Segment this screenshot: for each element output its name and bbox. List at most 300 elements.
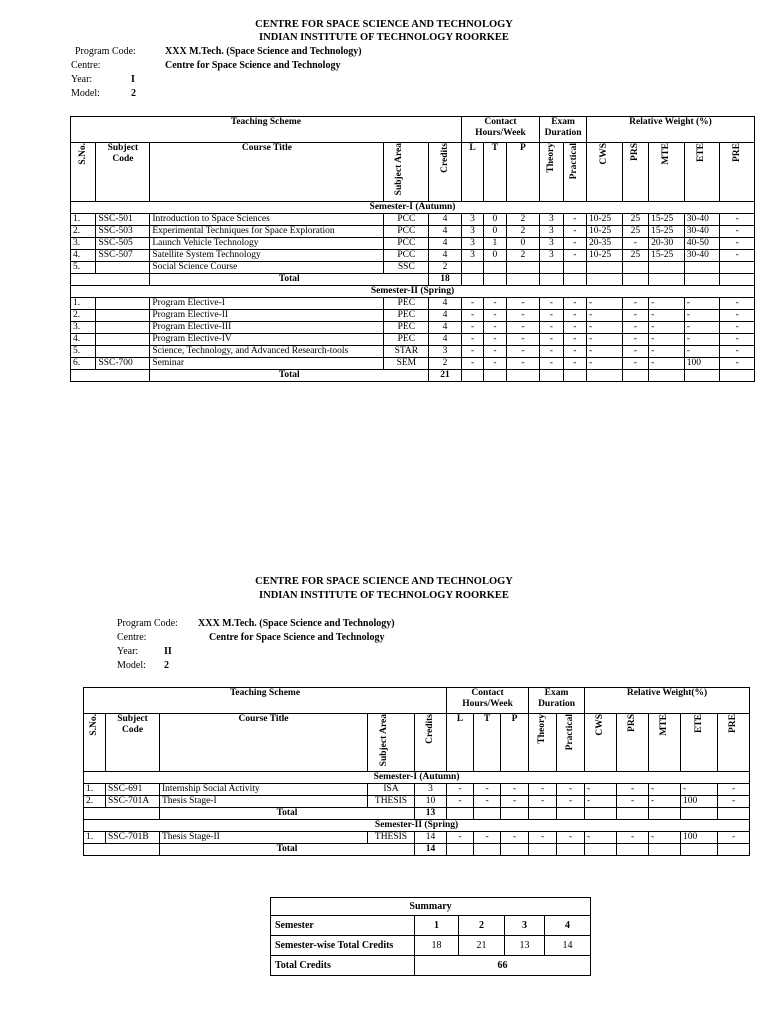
table-cell: -: [587, 298, 623, 310]
table-cell: -: [649, 322, 685, 334]
table-cell: -: [684, 334, 720, 346]
table-cell: SSC-691: [106, 784, 160, 796]
table-cell: Program Elective-IV: [150, 334, 384, 346]
table-cell: -: [718, 784, 750, 796]
table-cell: Program Elective-III: [150, 322, 384, 334]
table-cell: [96, 334, 150, 346]
empty-cell: [447, 808, 474, 820]
empty-cell: [622, 370, 648, 382]
table-cell: ISA: [368, 784, 415, 796]
page1-title-institute: INDIAN INSTITUTE OF TECHNOLOGY ROORKEE: [259, 32, 509, 43]
table-cell: Thesis Stage-II: [160, 832, 368, 844]
table-cell: SSC-701A: [106, 796, 160, 808]
table-cell: [506, 262, 540, 274]
table-cell: [461, 262, 483, 274]
empty-cell: [506, 370, 540, 382]
table-cell: Program Elective-I: [150, 298, 384, 310]
empty-cell: [501, 808, 529, 820]
summary-title: Summary: [271, 898, 591, 916]
model-value: 2: [131, 88, 136, 99]
table-cell: -: [540, 358, 563, 370]
table-cell: 15-25: [649, 214, 685, 226]
total-row: [71, 370, 755, 382]
table-cell: 3: [461, 226, 483, 238]
table-cell: [484, 262, 506, 274]
table-cell: Seminar: [150, 358, 384, 370]
table-cell: 30-40: [684, 226, 720, 238]
table-cell: 4.: [71, 334, 96, 346]
empty-cell: [461, 274, 483, 286]
table-cell: -: [617, 784, 649, 796]
empty-cell: [484, 274, 506, 286]
table-cell: 25: [622, 250, 648, 262]
centre-label: Centre:: [71, 60, 101, 71]
table-cell: -: [563, 238, 586, 250]
table-cell: 100: [684, 358, 720, 370]
pre-header-2: PRE: [718, 714, 750, 772]
table-cell: 3: [429, 346, 462, 358]
table-cell: PCC: [384, 250, 429, 262]
semester-row: [84, 772, 750, 784]
table-cell: -: [447, 796, 474, 808]
table-cell: -: [649, 310, 685, 322]
empty-cell: [649, 370, 685, 382]
table-cell: -: [461, 322, 483, 334]
table-cell: 1.: [84, 832, 106, 844]
table-cell: -: [617, 796, 649, 808]
ete-header: ETE: [684, 143, 720, 202]
table-cell: -: [684, 298, 720, 310]
table-cell: -: [622, 334, 648, 346]
table-cell: Internship Social Activity: [160, 784, 368, 796]
table-cell: 25: [622, 214, 648, 226]
table-cell: 14: [415, 832, 447, 844]
table-cell: -: [622, 346, 648, 358]
table-cell: -: [622, 358, 648, 370]
table-cell: -: [587, 346, 623, 358]
page1-meta: [71, 45, 471, 105]
total-credits: 18: [429, 274, 462, 286]
table-cell: SSC-505: [96, 238, 150, 250]
table-cell: 3: [540, 238, 563, 250]
empty-cell: [720, 274, 755, 286]
empty-cell: [506, 274, 540, 286]
table-cell: [649, 262, 685, 274]
table-cell: 3: [540, 250, 563, 262]
table-cell: -: [506, 310, 540, 322]
semester-row: [71, 286, 755, 298]
empty-cell: [684, 370, 720, 382]
table-cell: PCC: [384, 226, 429, 238]
page2-title-centre: CENTRE FOR SPACE SCIENCE AND TECHNOLOGY: [255, 576, 513, 587]
table-cell: 4: [429, 226, 462, 238]
table-cell: 6.: [71, 358, 96, 370]
summary-total-value: 66: [415, 956, 591, 976]
table-cell: -: [540, 322, 563, 334]
empty-cell: [585, 808, 617, 820]
table-cell: -: [563, 250, 586, 262]
table-cell: -: [501, 832, 529, 844]
table-cell: 20-30: [649, 238, 685, 250]
table-cell: -: [617, 832, 649, 844]
table-cell: PEC: [384, 322, 429, 334]
empty-cell: [585, 844, 617, 856]
table-row: [71, 250, 755, 262]
table-cell: -: [501, 796, 529, 808]
table-cell: 10-25: [587, 214, 623, 226]
program-code-label: Program Code:: [75, 46, 136, 57]
table-cell: 4: [429, 322, 462, 334]
table-cell: Program Elective-II: [150, 310, 384, 322]
table-cell: 3: [461, 214, 483, 226]
table-cell: -: [720, 322, 755, 334]
empty-cell: [649, 808, 681, 820]
summary-semwise-label: Semester-wise Total Credits: [271, 936, 415, 956]
table-cell: 2.: [84, 796, 106, 808]
table-cell: -: [587, 358, 623, 370]
table-cell: -: [501, 784, 529, 796]
empty-cell: [484, 370, 506, 382]
table-cell: -: [587, 310, 623, 322]
page2-meta: [117, 617, 517, 677]
table-cell: -: [474, 796, 501, 808]
table-cell: -: [649, 334, 685, 346]
table-cell: -: [563, 334, 586, 346]
mte-header: MTE: [649, 143, 685, 202]
table-cell: -: [563, 226, 586, 238]
table-cell: 2.: [71, 226, 96, 238]
table-cell: -: [585, 784, 617, 796]
cws-header: CWS: [587, 143, 623, 202]
table-cell: [96, 346, 150, 358]
teaching-scheme-header: Teaching Scheme: [71, 117, 462, 143]
semester-row: [71, 202, 755, 214]
cws-header-2: CWS: [585, 714, 617, 772]
table-cell: 10-25: [587, 250, 623, 262]
empty-cell: [540, 370, 563, 382]
teaching-scheme-table-year1: [70, 116, 755, 382]
table-cell: -: [529, 796, 557, 808]
total-label: Total: [150, 370, 429, 382]
table-cell: -: [461, 298, 483, 310]
table-cell: [720, 262, 755, 274]
total-row: [84, 808, 750, 820]
teaching-scheme-table-year2: [83, 687, 750, 856]
model-value-2: 2: [164, 660, 169, 671]
summary-semwise-1: 18: [415, 936, 459, 956]
table-row: [71, 238, 755, 250]
model-label-2: Model:: [117, 660, 146, 671]
table-cell: -: [563, 346, 586, 358]
table-cell: 15-25: [649, 226, 685, 238]
table-row: [71, 334, 755, 346]
table-cell: -: [484, 346, 506, 358]
table-cell: -: [529, 784, 557, 796]
table-cell: Launch Vehicle Technology: [150, 238, 384, 250]
summary-total-label: Total Credits: [271, 956, 415, 976]
empty-cell: [540, 274, 563, 286]
l-header: L: [461, 143, 483, 202]
program-code-value: XXX M.Tech. (Space Science and Technology): [165, 46, 362, 57]
empty-cell: [649, 274, 685, 286]
table-cell: PEC: [384, 310, 429, 322]
table-cell: STAR: [384, 346, 429, 358]
teaching-scheme-header-2: Teaching Scheme: [84, 688, 447, 714]
table-cell: [587, 262, 623, 274]
semester-label: Semester-I (Autumn): [71, 202, 755, 214]
empty-cell: [617, 808, 649, 820]
table-cell: SSC-501: [96, 214, 150, 226]
ete-header-2: ETE: [681, 714, 718, 772]
table-cell: [96, 298, 150, 310]
table-cell: 3: [540, 214, 563, 226]
empty-cell: [720, 370, 755, 382]
empty-cell: [563, 370, 586, 382]
total-credits: 21: [429, 370, 462, 382]
table-cell: -: [720, 214, 755, 226]
table-cell: -: [622, 310, 648, 322]
table-cell: -: [447, 832, 474, 844]
table-row: [84, 796, 750, 808]
summary-semester-label: Semester: [271, 916, 415, 936]
empty-cell: [501, 844, 529, 856]
table-cell: SSC-701B: [106, 832, 160, 844]
relative-weight-header: Relative Weight (%): [587, 117, 755, 143]
relative-weight-header-2: Relative Weight(%): [585, 688, 750, 714]
year-value-2: II: [164, 646, 172, 657]
mte-header-2: MTE: [649, 714, 681, 772]
table-cell: -: [649, 298, 685, 310]
p-header: P: [506, 143, 540, 202]
centre-label-2: Centre:: [117, 632, 147, 643]
table-cell: SEM: [384, 358, 429, 370]
total-spacer: [84, 844, 160, 856]
credits-header-2: Credits: [415, 714, 447, 772]
table-cell: -: [720, 226, 755, 238]
empty-cell: [474, 844, 501, 856]
total-row: [84, 844, 750, 856]
table-cell: 5.: [71, 346, 96, 358]
table-row: [71, 310, 755, 322]
table-cell: -: [557, 784, 585, 796]
table-cell: Social Science Course: [150, 262, 384, 274]
total-label: Total: [160, 844, 415, 856]
summary-semwise-4: 14: [545, 936, 591, 956]
table-cell: -: [720, 334, 755, 346]
empty-cell: [563, 274, 586, 286]
table-cell: -: [684, 322, 720, 334]
semester-label: Semester-I (Autumn): [84, 772, 750, 784]
table-cell: 25: [622, 226, 648, 238]
table-row: [71, 298, 755, 310]
empty-cell: [474, 808, 501, 820]
table-cell: 3.: [71, 322, 96, 334]
total-spacer: [84, 808, 160, 820]
summary-table: [270, 897, 591, 976]
table-cell: [540, 262, 563, 274]
table-cell: -: [718, 832, 750, 844]
table-cell: 0: [484, 226, 506, 238]
program-code-value-2: XXX M.Tech. (Space Science and Technology): [198, 618, 395, 629]
table-cell: 10: [415, 796, 447, 808]
table-cell: 2.: [71, 310, 96, 322]
table-cell: 3: [540, 226, 563, 238]
table-cell: -: [540, 346, 563, 358]
table-row: [84, 784, 750, 796]
table-cell: -: [484, 298, 506, 310]
empty-cell: [461, 370, 483, 382]
table-cell: 4: [429, 238, 462, 250]
subject-code-header: Subject Code: [96, 143, 150, 202]
table-cell: [684, 262, 720, 274]
total-row: [71, 274, 755, 286]
table-cell: 4: [429, 298, 462, 310]
contact-hours-header: Contact Hours/Week: [461, 117, 539, 143]
exam-duration-header-2: Exam Duration: [529, 688, 585, 714]
page2-title-institute: INDIAN INSTITUTE OF TECHNOLOGY ROORKEE: [259, 590, 509, 601]
table-cell: PCC: [384, 214, 429, 226]
table-cell: 1.: [84, 784, 106, 796]
summary-semester-2: 2: [459, 916, 505, 936]
table-cell: 2: [429, 262, 462, 274]
table-cell: -: [622, 322, 648, 334]
table-cell: 2: [506, 226, 540, 238]
table-cell: [622, 262, 648, 274]
table-cell: Science, Technology, and Advanced Research-tools: [150, 346, 384, 358]
year-label-2: Year:: [117, 646, 139, 657]
pre-header: PRE: [720, 143, 755, 202]
table-cell: 0: [484, 250, 506, 262]
table-cell: PEC: [384, 298, 429, 310]
table-cell: 100: [681, 796, 718, 808]
table-cell: -: [447, 784, 474, 796]
course-title-header-2: Course Title: [160, 714, 368, 772]
table-cell: -: [557, 832, 585, 844]
centre-value-2: Centre for Space Science and Technology: [209, 632, 385, 643]
table-cell: -: [484, 310, 506, 322]
table-cell: -: [461, 310, 483, 322]
table-cell: 3: [415, 784, 447, 796]
table-cell: -: [529, 832, 557, 844]
table-cell: [563, 262, 586, 274]
empty-cell: [684, 274, 720, 286]
credits-header: Credits: [429, 143, 462, 202]
table-cell: Experimental Techniques for Space Exploration: [150, 226, 384, 238]
l-header-2: L: [447, 714, 474, 772]
empty-cell: [622, 274, 648, 286]
page1-title-centre: CENTRE FOR SPACE SCIENCE AND TECHNOLOGY: [255, 19, 513, 30]
table-cell: Introduction to Space Sciences: [150, 214, 384, 226]
table-cell: -: [474, 832, 501, 844]
table-cell: -: [484, 358, 506, 370]
t-header-2: T: [474, 714, 501, 772]
table-cell: 5.: [71, 262, 96, 274]
summary-semester-1: 1: [415, 916, 459, 936]
summary-semwise-3: 13: [505, 936, 545, 956]
table-cell: PCC: [384, 238, 429, 250]
table-cell: 30-40: [684, 214, 720, 226]
table-row: [71, 358, 755, 370]
table-cell: SSC-503: [96, 226, 150, 238]
course-title-header: Course Title: [150, 143, 384, 202]
table-cell: -: [649, 784, 681, 796]
empty-cell: [718, 808, 750, 820]
prs-header: PRS: [622, 143, 648, 202]
total-label: Total: [160, 808, 415, 820]
table-cell: 4: [429, 214, 462, 226]
summary-semwise-2: 21: [459, 936, 505, 956]
table-cell: -: [684, 346, 720, 358]
table-cell: -: [720, 238, 755, 250]
empty-cell: [587, 274, 623, 286]
table-cell: SSC: [384, 262, 429, 274]
table-cell: 4: [429, 334, 462, 346]
table-cell: Thesis Stage-I: [160, 796, 368, 808]
prs-header-2: PRS: [617, 714, 649, 772]
table-cell: 15-25: [649, 250, 685, 262]
table-cell: -: [587, 334, 623, 346]
table-cell: SSC-507: [96, 250, 150, 262]
table-cell: -: [563, 310, 586, 322]
total-credits: 14: [415, 844, 447, 856]
table-cell: -: [649, 346, 685, 358]
table-cell: 4: [429, 250, 462, 262]
table-row: [71, 214, 755, 226]
summary-semester-4: 4: [545, 916, 591, 936]
table-row: [71, 262, 755, 274]
table-cell: 3.: [71, 238, 96, 250]
table-cell: 1: [484, 238, 506, 250]
table-cell: -: [540, 310, 563, 322]
table-cell: 100: [681, 832, 718, 844]
subject-area-header: Subject Area: [384, 143, 429, 202]
table-cell: -: [540, 334, 563, 346]
exam-duration-header: Exam Duration: [540, 117, 587, 143]
table-cell: THESIS: [368, 832, 415, 844]
table-cell: -: [649, 832, 681, 844]
sno-header: S.No.: [71, 143, 96, 202]
table-cell: -: [563, 358, 586, 370]
table-cell: 1.: [71, 298, 96, 310]
table-cell: 2: [506, 250, 540, 262]
semester-label: Semester-II (Spring): [71, 286, 755, 298]
centre-value: Centre for Space Science and Technology: [165, 60, 341, 71]
table-cell: -: [557, 796, 585, 808]
table-cell: Satellite System Technology: [150, 250, 384, 262]
empty-cell: [557, 808, 585, 820]
theory-header-2: Theory: [529, 714, 557, 772]
table-cell: 20-35: [587, 238, 623, 250]
table-cell: 0: [506, 238, 540, 250]
table-cell: 1.: [71, 214, 96, 226]
semester-row: [84, 820, 750, 832]
table-cell: -: [720, 310, 755, 322]
table-cell: 3: [461, 238, 483, 250]
table-cell: -: [587, 322, 623, 334]
table-cell: 30-40: [684, 250, 720, 262]
empty-cell: [529, 844, 557, 856]
model-label: Model:: [71, 88, 100, 99]
table-cell: -: [563, 322, 586, 334]
table-cell: 10-25: [587, 226, 623, 238]
year-value: I: [131, 74, 135, 85]
table-cell: -: [484, 334, 506, 346]
sno-header-2: S.No.: [84, 714, 106, 772]
table-cell: -: [474, 784, 501, 796]
table-cell: -: [649, 796, 681, 808]
total-spacer: [71, 274, 150, 286]
table-cell: -: [720, 358, 755, 370]
